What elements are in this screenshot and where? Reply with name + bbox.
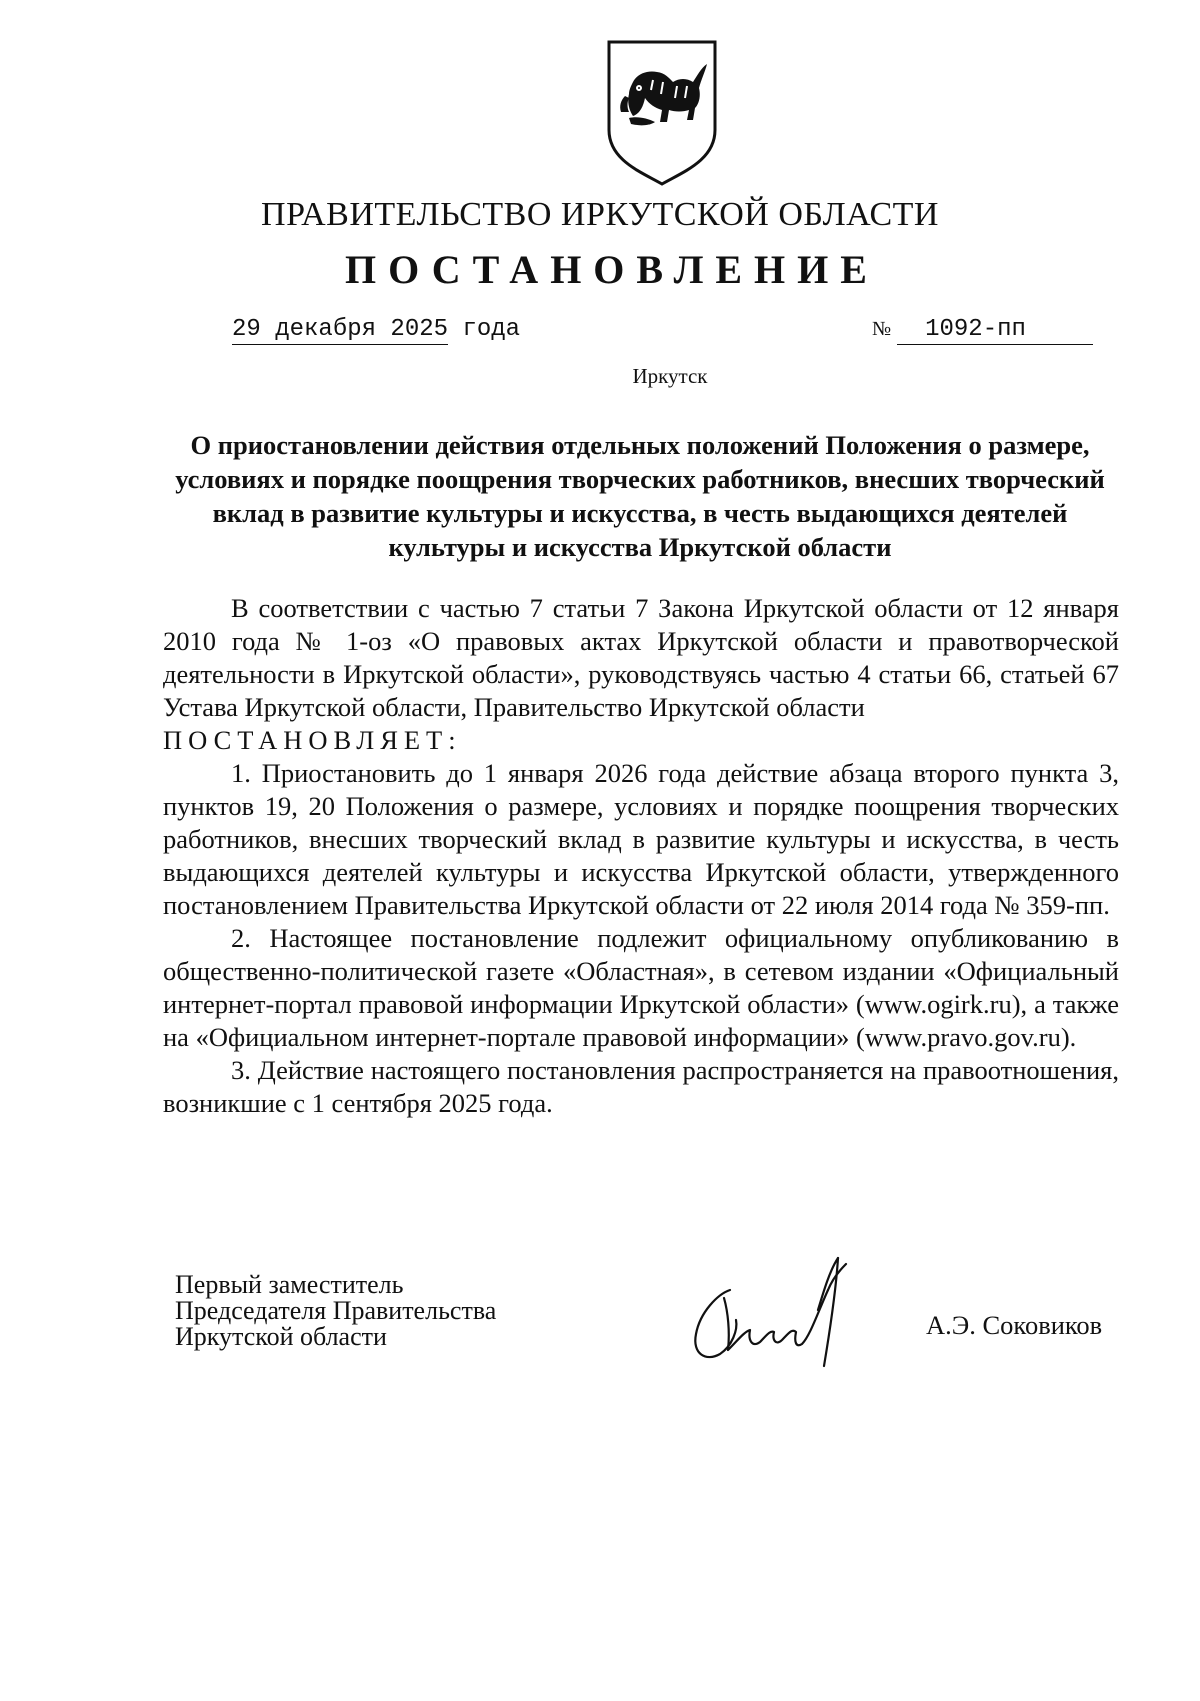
position-line: Первый заместитель: [175, 1270, 404, 1299]
document-number: [872, 316, 1093, 345]
handwritten-signature-icon: [678, 1250, 863, 1375]
irkutsk-coat-of-arms-icon: [603, 38, 721, 186]
government-title: ПРАВИТЕЛЬСТВО ИРКУТСКОЙ ОБЛАСТИ: [261, 196, 939, 233]
position-line: Председателя Правительства: [175, 1296, 497, 1325]
document-date: [232, 316, 520, 345]
preamble-paragraph: В соответствии с частью 7 статьи 7 Закона Иркутской области от 12 января 2010 года № 1-оз «О правовых актах Иркутской области и правотворческой деятельности в Иркутской области», руководствуясь частью 4 статьи 66, статьей 67 Устава Иркутской области, Правительство Иркутской области: [163, 593, 1119, 722]
document-type-title: ПОСТАНОВЛЕНИЕ: [345, 247, 879, 292]
resolves-word: ПОСТАНОВЛЯЕТ:: [163, 725, 462, 755]
item-paragraph: 1. Приостановить до 1 января 2026 года действие абзаца второго пункта 3, пунктов 19, 20 Положения о размере, условиях и порядке поощрения творческих работников, внесших творческий вклад в развитие культуры и искусства, в честь выдающихся деятелей культуры и искусства Иркутской области, утвержденного постановлением Правительства Иркутской области от 22 июля 2014 года № 359-пп.: [163, 758, 1119, 920]
signer-position: [175, 1272, 496, 1350]
date-value: 29 декабря 2025: [232, 316, 449, 343]
document-heading: О приостановлении действия отдельных положений Положения о размере, условиях и порядке поощрения творческих работников, внесших творческий вклад в развитие культуры и искусства, в честь выдающихся деятелей культуры и искусства Иркутской области: [175, 430, 1105, 562]
date-suffix: года: [462, 316, 521, 343]
city-name: Иркутск: [632, 364, 708, 388]
document-body: [163, 592, 1119, 1120]
position-line: Иркутской области: [175, 1322, 387, 1351]
item-paragraph: 2. Настоящее постановление подлежит официальному опубликованию в общественно-политической газете «Областная», в сетевом издании «Официальный интернет-портал правовой информации Иркутской области» (www.ogirk.ru), а также на «Официальном интернет-портале правовой информации» (www.pravo.gov.ru).: [163, 923, 1119, 1052]
signer-name: А.Э. Соковиков: [926, 1310, 1103, 1340]
item-paragraph: 3. Действие настоящего постановления распространяется на правоотношения, возникшие с 1 сентября 2025 года.: [163, 1055, 1119, 1118]
number-value: 1092-пп: [897, 316, 1093, 345]
number-sign: №: [872, 318, 892, 340]
